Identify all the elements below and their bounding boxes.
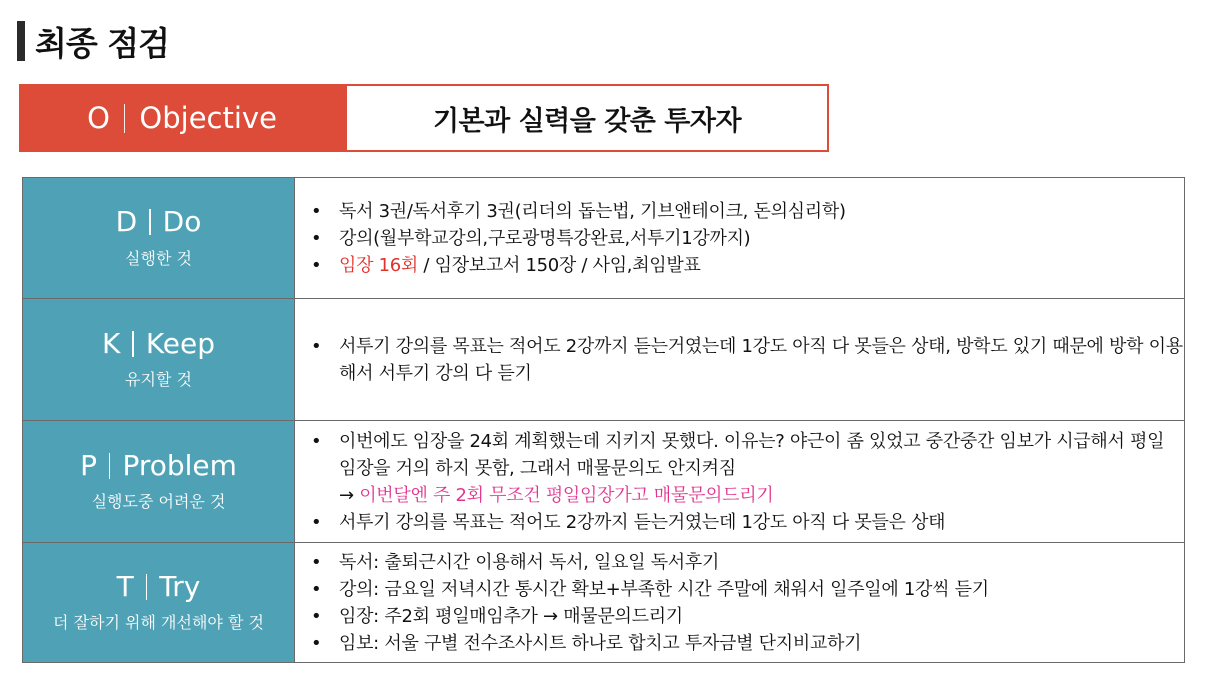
objective-banner: [19, 84, 829, 152]
list-item: • 이번에도 임장을 24회 계획했는데 지키지 못했다. 이유는? 야근이 좀 있었고 중간중간 임보가 시급해서 평일 임장을 거의 하지 못함, 그래서 매물문의도 안지켜짐: [309, 428, 1184, 482]
label-divider: [132, 331, 134, 357]
row-try-content: [295, 543, 1184, 662]
list-item: [309, 252, 846, 279]
row-problem-content: [295, 421, 1184, 542]
row-keep-subtitle: 유지할 것: [125, 370, 192, 390]
page-title: 최종 점검: [35, 23, 170, 63]
row-do-content: [295, 178, 1184, 298]
objective-label: [19, 84, 345, 152]
row-problem: [23, 420, 1184, 542]
label-divider: [149, 209, 151, 235]
list-item: • 강의: 금요일 저녁시간 통시간 확보+부족한 시간 주말에 채워서 일주일에 1강씩 듣기: [309, 576, 989, 603]
objective-divider: [124, 104, 126, 133]
label-divider: [109, 453, 111, 479]
objective-text: 기본과 실력을 갖춘 투자자: [345, 84, 829, 152]
list-item: • 서투기 강의를 목표는 적어도 2강까지 듣는거였는데 1강도 아직 다 못들은 상태: [309, 509, 1184, 536]
page-title-area: [17, 20, 169, 62]
row-problem-subtitle: 실행도중 어려운 것: [91, 492, 226, 512]
objective-word: Objective: [139, 101, 277, 135]
row-do-label: [23, 178, 295, 298]
row-problem-word: Problem: [122, 448, 237, 482]
row-do: [23, 178, 1184, 298]
list-item-rest: / 임장보고서 150장 / 사임,최임발표: [418, 254, 701, 276]
row-keep-letter: K: [101, 326, 121, 360]
list-item-arrow-note: [309, 482, 1184, 509]
row-try-list: [309, 549, 989, 657]
review-table: [22, 177, 1185, 663]
row-do-word: Do: [162, 205, 202, 239]
row-keep-content: [295, 299, 1184, 420]
row-try-label: [23, 543, 295, 662]
row-keep-list: [309, 333, 1184, 387]
list-item: • 임보: 서울 구별 전수조사시트 하나로 합치고 투자금별 단지비교하기: [309, 630, 989, 657]
row-problem-list: [309, 428, 1184, 536]
arrow-icon: →: [339, 484, 360, 506]
highlight-red-text: 임장 16회: [339, 254, 418, 276]
title-accent-bar: [17, 21, 25, 61]
row-do-list: [309, 198, 846, 279]
row-problem-label: [23, 421, 295, 542]
row-problem-letter: P: [80, 448, 97, 482]
row-keep-word: Keep: [145, 326, 216, 360]
objective-letter: O: [87, 101, 110, 135]
row-try-subtitle: 더 잘하기 위해 개선해야 할 것: [53, 613, 264, 633]
row-do-letter: D: [115, 205, 138, 239]
label-divider: [146, 574, 148, 600]
row-do-subtitle: 실행한 것: [125, 248, 192, 268]
row-try: [23, 542, 1184, 662]
row-keep-label: [23, 299, 295, 420]
list-item: • 서투기 강의를 목표는 적어도 2강까지 듣는거였는데 1강도 아직 다 못들은 상태, 방학도 있기 때문에 방학 이용해서 서투기 강의 다 듣기: [309, 333, 1184, 387]
row-keep: [23, 298, 1184, 420]
highlight-pink-text: 이번달엔 주 2회 무조건 평일임장가고 매물문의드리기: [359, 484, 774, 506]
row-try-letter: T: [116, 569, 134, 603]
list-item: • 독서: 출퇴근시간 이용해서 독서, 일요일 독서후기: [309, 549, 989, 576]
row-try-word: Try: [159, 569, 201, 603]
list-item: • 독서 3권/독서후기 3권(리더의 돕는법, 기브앤테이크, 돈의심리학): [309, 198, 846, 225]
list-item: • 임장: 주2회 평일매임추가 → 매물문의드리기: [309, 603, 989, 630]
list-item: • 강의(월부학교강의,구로광명특강완료,서투기1강까지): [309, 225, 846, 252]
